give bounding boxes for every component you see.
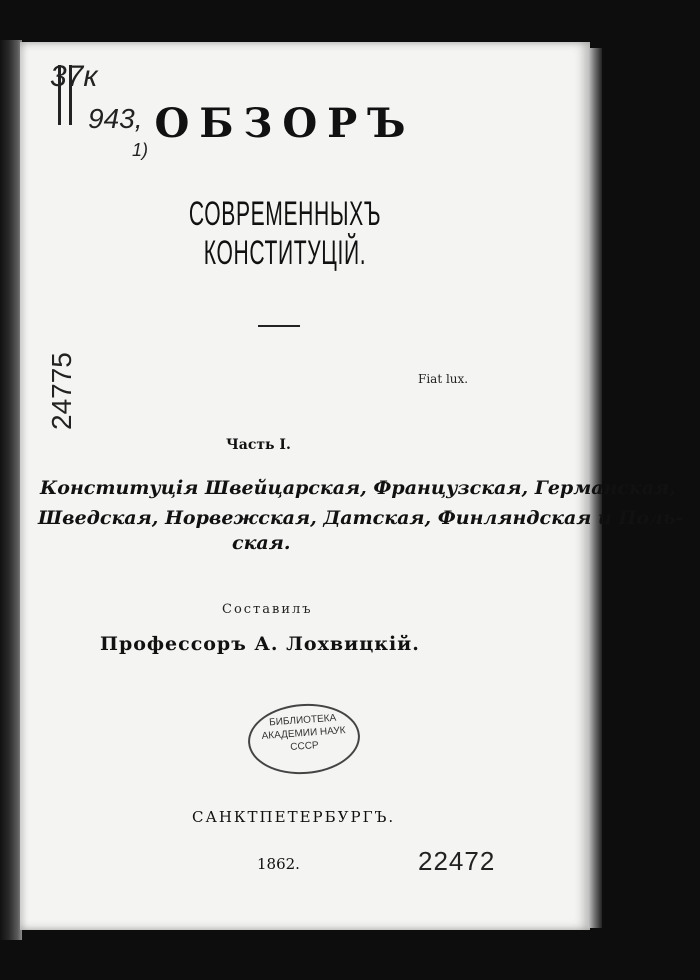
contents-line-3: ская.: [232, 532, 291, 554]
author: Профессоръ А. Лохвицкій.: [100, 633, 420, 655]
part-heading: Часть I.: [226, 437, 291, 453]
compiled-by: Составилъ: [222, 602, 313, 617]
book-title: ОБЗОРЪ: [154, 100, 416, 147]
handwritten-shelfmark-top: 37к: [50, 60, 98, 93]
divider: [258, 325, 300, 327]
handwritten-mark: 1): [132, 140, 149, 160]
stamp-line-3: СССР: [290, 740, 320, 753]
stamp-line-2: АКАДЕМИИ НАУК: [261, 725, 346, 742]
stamp-line-1: БИБЛИОТЕКА: [268, 712, 337, 729]
publication-city: САНКТПЕТЕРБУРГЪ.: [192, 808, 396, 826]
handwritten-shelfmark-bottom: 943,: [88, 103, 143, 134]
book-subtitle: СОВРЕМЕННЫХЪ КОНСТИТУЦІЙ.: [188, 195, 382, 272]
contents-line-1: Конституція Швейцарская, Французская, Германская,: [40, 477, 676, 499]
handwritten-accession-number: 22472: [418, 846, 496, 876]
handwritten-vertical-number: 24775: [46, 352, 77, 430]
epigraph: Fiat lux.: [418, 372, 469, 386]
contents-line-2: Шведская, Норвежская, Датская, Финляндская и Поль-: [38, 507, 684, 529]
book-spine: [0, 40, 22, 940]
publication-year: 1862.: [257, 855, 300, 873]
